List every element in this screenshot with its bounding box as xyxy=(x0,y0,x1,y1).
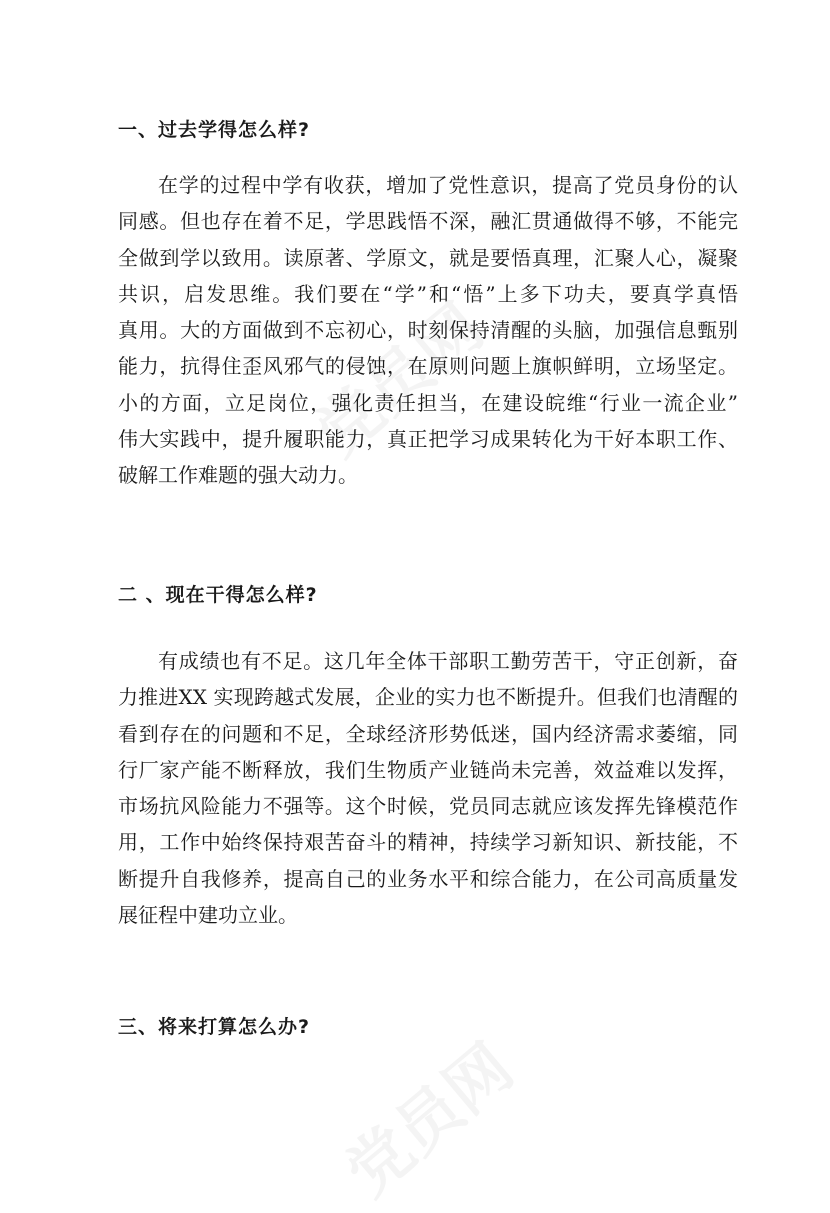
paragraph-line: 伟大实践中，提升履职能力，真正把学习成果转化为干好本职工作、 xyxy=(118,427,738,452)
paragraph-line: 共识，启发思维。我们要在“学”和“悟”上多下功夫，要真学真悟 xyxy=(118,281,738,306)
paragraph-line: 小的方面，立足岗位，强化责任担当，在建设皖维“行业一流企业” xyxy=(118,390,738,415)
paragraph-line: 用，工作中始终保持艰苦奋斗的精神，持续学习新知识、新技能，不 xyxy=(118,830,738,855)
paragraph-line: 同感。但也存在着不足，学思践悟不深，融汇贯通做得不够，不能完 xyxy=(118,209,738,234)
paragraph-line: 力推进XX 实现跨越式发展，企业的实力也不断提升。但我们也清醒的 xyxy=(118,685,738,710)
paragraph-line: 能力，抗得住歪风邪气的侵蚀，在原则问题上旗帜鲜明，立场坚定。 xyxy=(118,354,738,379)
paragraph-line: 真用。大的方面做到不忘初心，时刻保持清醒的头脑，加强信息甄别 xyxy=(118,318,738,343)
paragraph-line: 展征程中建功立业。 xyxy=(118,903,298,928)
section-paragraph-1 xyxy=(118,167,738,494)
watermark xyxy=(323,1019,529,1213)
paragraph-line: 看到存在的问题和不足，全球经济形势低迷，国内经济需求萎缩，同 xyxy=(118,721,738,746)
section-heading-2: 二 、现在干得怎么样? xyxy=(118,584,318,606)
paragraph-line: 市场抗风险能力不强等。这个时候，党员同志就应该发挥先锋模范作 xyxy=(118,794,738,819)
section-heading-1: 一、过去学得怎么样? xyxy=(118,119,311,141)
paragraph-line: 破解工作难题的强大动力。 xyxy=(118,463,358,488)
paragraph-line: 行厂家产能不断释放，我们生物质产业链尚未完善，效益难以发挥， xyxy=(118,757,738,782)
paragraph-line: 全做到学以致用。读原著、学原文，就是要悟真理，汇聚人心，凝聚 xyxy=(118,245,738,270)
paragraph-line: 断提升自我修养，提高自己的业务水平和综合能力，在公司高质量发 xyxy=(118,866,738,891)
paragraph-line: 在学的过程中学有收获，增加了党性意识，提高了党员身份的认 xyxy=(158,173,738,197)
paragraph-line: 有成绩也有不足。这几年全体干部职工勤劳苦干，守正创新，奋 xyxy=(158,649,738,673)
section-heading-3: 三、将来打算怎么办? xyxy=(118,1016,311,1038)
section-paragraph-2 xyxy=(118,643,738,933)
